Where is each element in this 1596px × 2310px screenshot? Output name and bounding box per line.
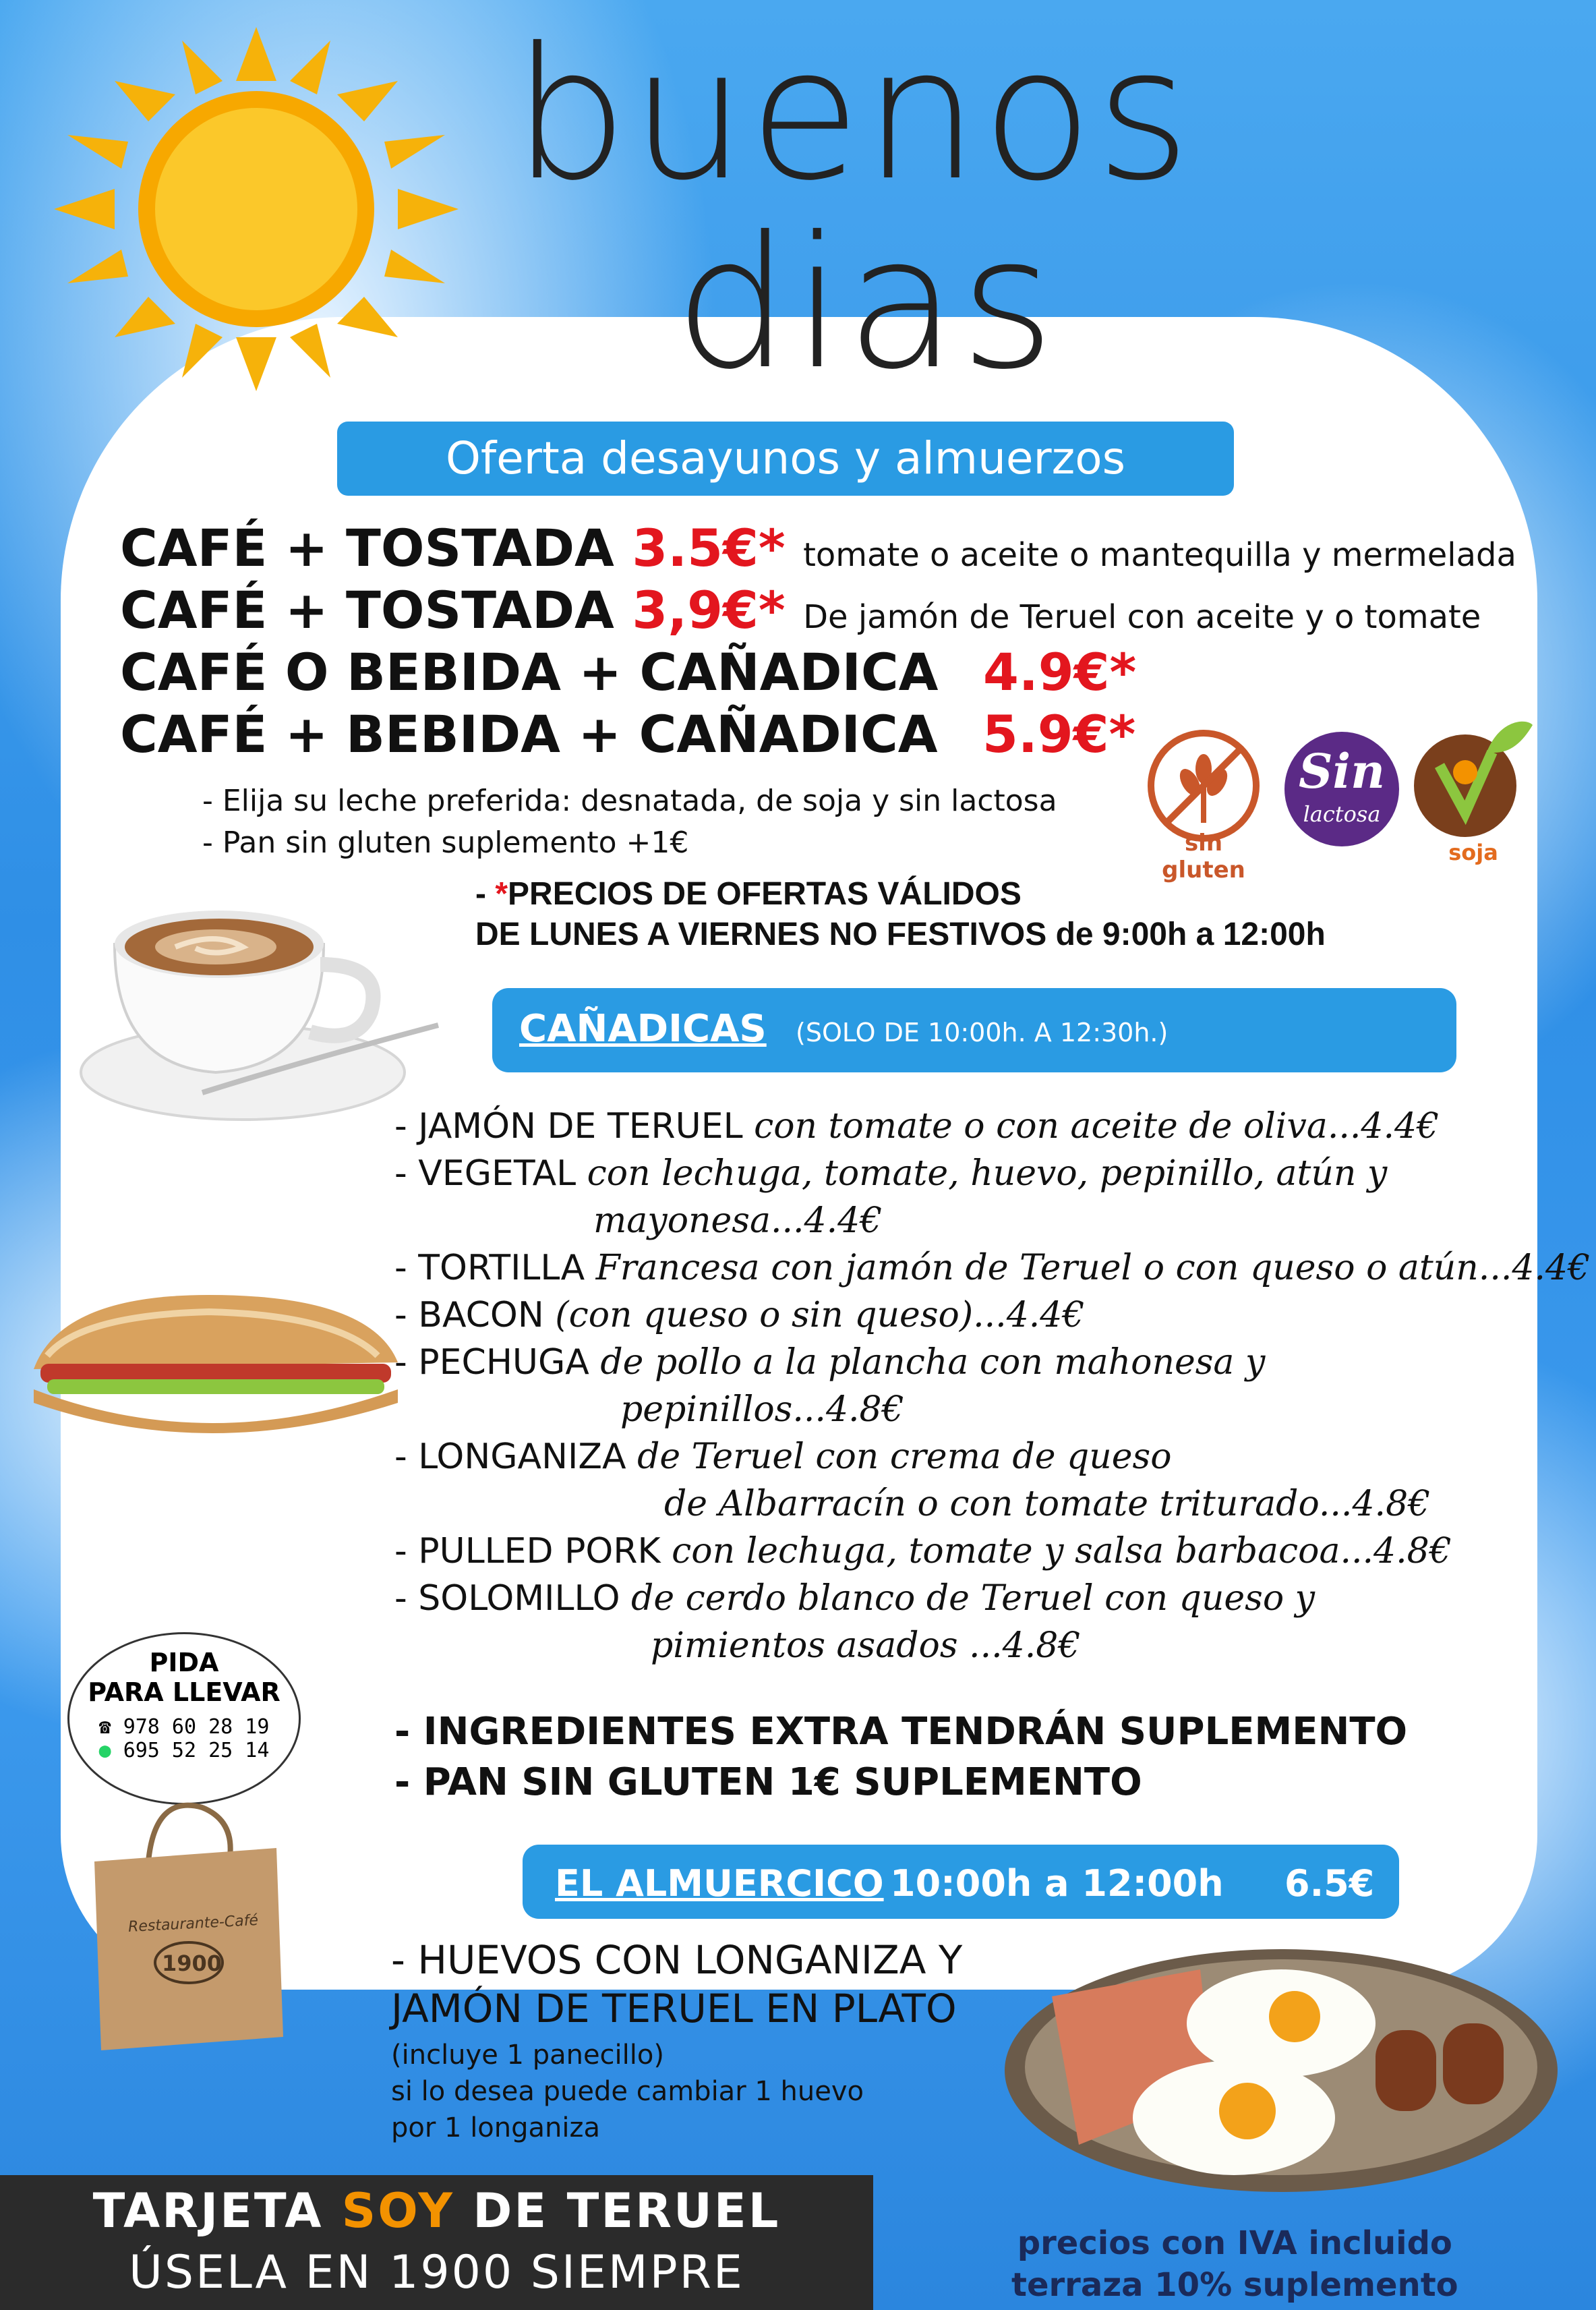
offer-price: 4.9€* xyxy=(982,642,1137,702)
tarjeta-line: TARJETA SOY DE TERUEL xyxy=(92,2183,781,2239)
offer-label: CAFÉ + TOSTADA xyxy=(120,518,614,578)
offer-price: 3,9€* xyxy=(632,580,786,640)
canadicas-banner xyxy=(492,988,1456,1072)
almuercico-heading: EL ALMUERCICO xyxy=(555,1862,884,1905)
canadicas-item: - PULLED PORK con lechuga, tomate y salsa barbacoa...4.8€ xyxy=(394,1531,1452,1571)
canadicas-item: - SOLOMILLO de cerdo blanco de Teruel con queso y pimientos asados ...4.8€ xyxy=(394,1578,1316,1666)
offer-label: CAFÉ + TOSTADA xyxy=(120,580,614,640)
almuercico-line-2: JAMÓN DE TERUEL EN PLATO xyxy=(391,1986,957,2031)
offer-line-4 xyxy=(120,704,1135,765)
canadicas-heading: CAÑADICAS xyxy=(519,1007,767,1051)
bag-logo: 1900 xyxy=(162,1951,223,1976)
phone-number: 978 60 28 19 xyxy=(123,1715,270,1739)
usela-line: ÚSELA EN 1900 SIEMPRE xyxy=(129,2246,744,2299)
title-dias: dias xyxy=(674,197,1058,409)
almuercico-notes xyxy=(391,2037,864,2146)
eggs-plate-image xyxy=(998,1942,1564,2199)
sin-label: Sin xyxy=(1298,743,1386,799)
almuercico-note-3: por 1 longaniza xyxy=(391,2112,600,2143)
tarjeta-box xyxy=(0,2175,873,2310)
lactosa-label: lactosa xyxy=(1303,801,1381,827)
title-buenos: buenos xyxy=(512,8,1193,221)
offer-price: 5.9€* xyxy=(982,704,1136,764)
canadicas-item: - LONGANIZA de Teruel con crema de queso de Albarracín o con tomate triturado...4.8€ xyxy=(394,1437,1431,1524)
asterisk: * xyxy=(495,876,508,912)
tarjeta-soy: SOY xyxy=(341,2183,454,2239)
iva-line-2: terraza 10% suplemento xyxy=(1011,2266,1458,2304)
soja-badge xyxy=(1413,705,1534,867)
iva-note xyxy=(1011,2222,1458,2306)
sin-lactosa-badge xyxy=(1284,732,1399,846)
almuercico-price: 6.5€ xyxy=(1284,1862,1375,1905)
offer-line-3 xyxy=(120,642,1136,703)
whatsapp-number: 695 52 25 14 xyxy=(123,1739,270,1762)
canadicas-hours: (SOLO DE 10:00h. A 12:30h.) xyxy=(796,1018,1169,1047)
takeaway-bag-image xyxy=(88,1794,290,2050)
almuercico-hours: 10:00h a 12:00h xyxy=(890,1862,1224,1905)
almuercico-note-2: si lo desea puede cambiar 1 huevo xyxy=(391,2076,864,2107)
offer-line-2 xyxy=(120,580,1481,647)
sin-gluten-label: sin gluten xyxy=(1162,830,1245,884)
note-pan: - Pan sin gluten suplemento +1€ xyxy=(202,826,689,860)
gluten-free-icon xyxy=(1140,728,1268,843)
offer-label: CAFÉ O BEBIDA + CAÑADICA xyxy=(120,642,939,702)
pida-para-llevar xyxy=(67,1632,301,1805)
offer-label: CAFÉ + BEBIDA + CAÑADICA xyxy=(120,704,938,764)
validos-line-1: - *PRECIOS DE OFERTAS VÁLIDOS xyxy=(475,876,1022,912)
offer-line-1 xyxy=(120,518,1516,585)
offer-price: 3.5€* xyxy=(632,518,786,578)
note-leche: - Elija su leche preferida: desnatada, de soja y sin lactosa xyxy=(202,784,1057,818)
phone-row xyxy=(69,1715,299,1739)
almuercico-line-1: - HUEVOS CON LONGANIZA Y xyxy=(391,1937,963,1983)
extra-pan-sin-gluten: - PAN SIN GLUTEN 1€ SUPLEMENTO xyxy=(394,1760,1142,1804)
extra-ingredientes: - INGREDIENTES EXTRA TENDRÁN SUPLEMENTO xyxy=(394,1710,1408,1754)
almuercico-title xyxy=(391,1936,962,2033)
coffee-cup-image xyxy=(40,890,445,1126)
validos-line-2: DE LUNES A VIERNES NO FESTIVOS de 9:00h a 12:00h xyxy=(475,917,1326,952)
offer-desc: tomate o aceite o mantequilla y mermelada xyxy=(803,536,1516,574)
canadicas-item: - PECHUGA de pollo a la plancha con mahonesa y pepinillos...4.8€ xyxy=(394,1342,1266,1430)
phone-icon: ☎ xyxy=(98,1715,111,1739)
whatsapp-row xyxy=(69,1739,299,1762)
soja-label: soja xyxy=(1448,840,1498,865)
bag-brand: Restaurante-Café xyxy=(127,1911,259,1936)
canadicas-item: - BACON (con queso o sin queso)...4.4€ xyxy=(394,1295,1085,1335)
sin-gluten-badge xyxy=(1140,728,1268,884)
offer-desc: De jamón de Teruel con aceite y o tomate xyxy=(803,598,1481,636)
sun-icon xyxy=(40,20,472,398)
soy-icon xyxy=(1413,705,1534,840)
canadicas-item: - VEGETAL con lechuga, tomate, huevo, pepinillo, atún y mayonesa...4.4€ xyxy=(394,1153,1388,1241)
almuercico-note-1: (incluye 1 panecillo) xyxy=(391,2040,664,2071)
pida-line-2: PARA LLEVAR xyxy=(88,1677,280,1707)
whatsapp-icon: ● xyxy=(98,1739,111,1762)
almuercico-banner xyxy=(523,1845,1399,1919)
pida-line-1: PIDA xyxy=(149,1648,219,1677)
iva-line-1: precios con IVA incluido xyxy=(1017,2224,1452,2262)
ofertas-validez xyxy=(475,874,1326,955)
canadicas-item: - TORTILLA Francesa con jamón de Teruel o con queso o atún...4.4€ xyxy=(394,1248,1591,1288)
oferta-banner: Oferta desayunos y almuerzos xyxy=(337,422,1234,496)
canadicas-item: - JAMÓN DE TERUEL con tomate o con aceite de oliva...4.4€ xyxy=(394,1106,1440,1147)
sandwich-image xyxy=(20,1288,405,1457)
